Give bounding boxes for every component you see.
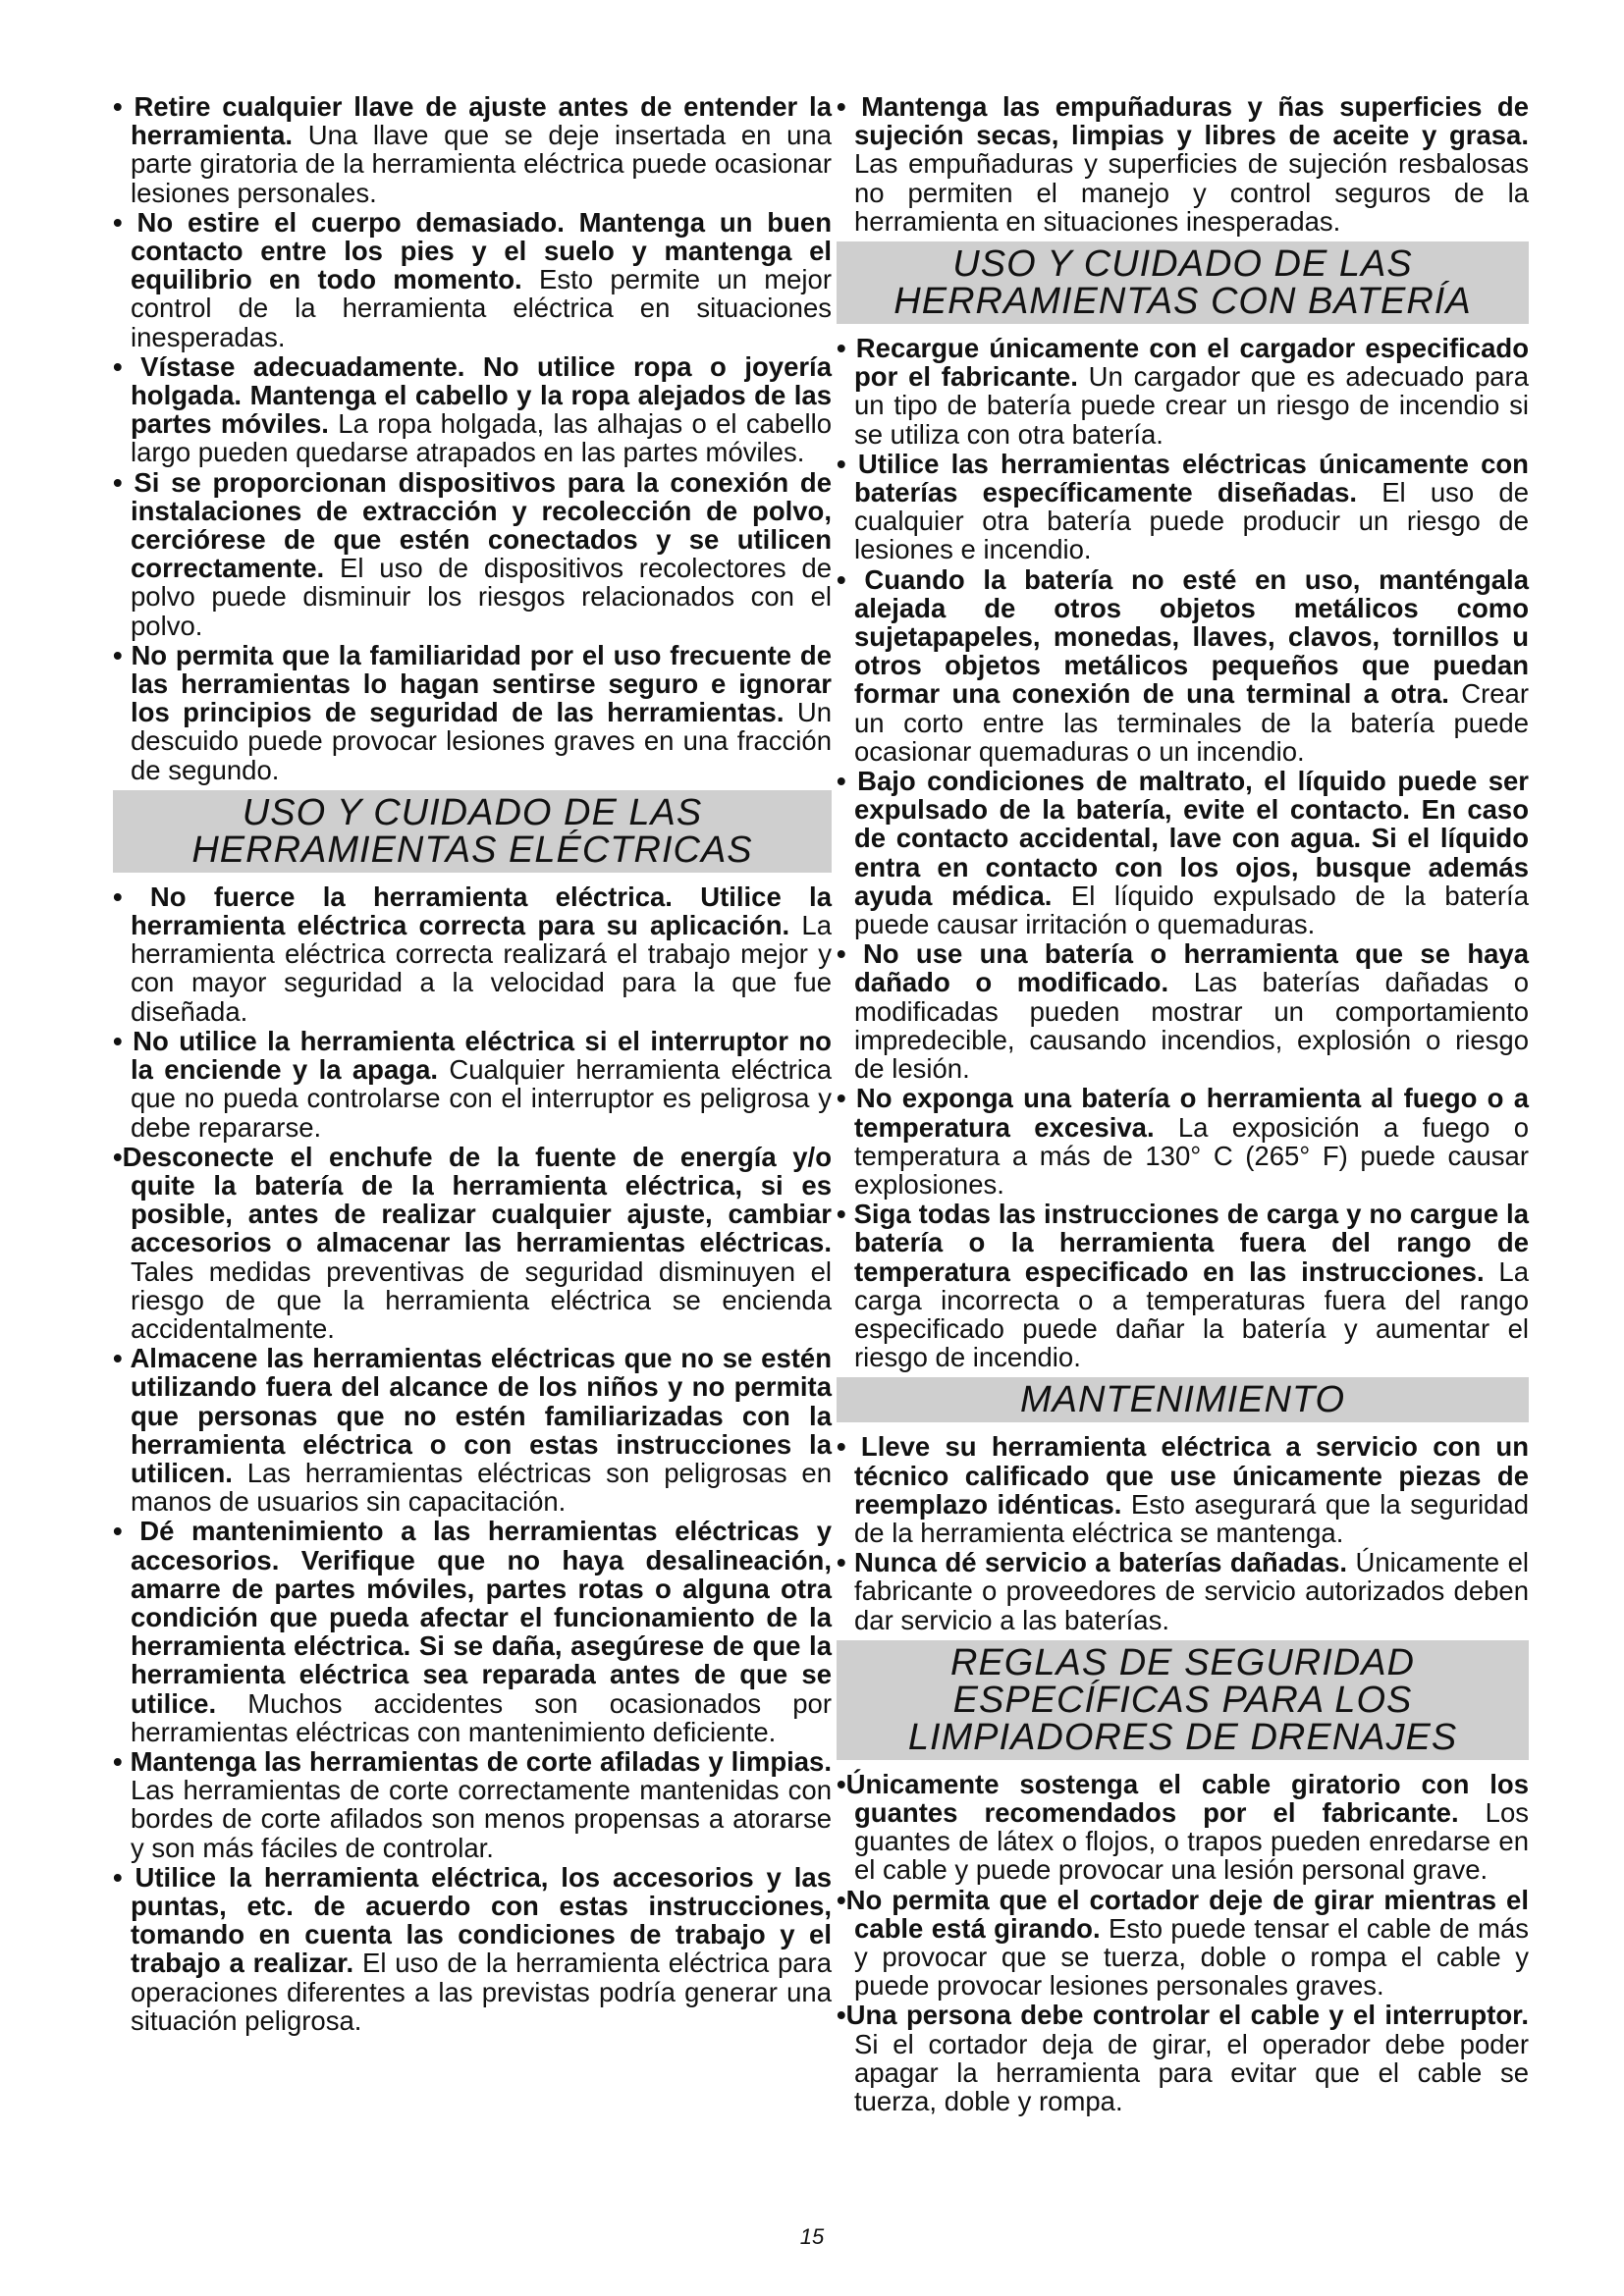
safety-item [113,352,832,467]
safety-item-body: Crear un corto entre las terminales de la batería puede ocasionar quemaduras o un incendio. [854,678,1530,767]
safety-item-body: Un cargador que es adecuado para un tipo de batería puede crear un riesgo de incendio si se utiliza con otra batería. [854,361,1529,450]
safety-item-lead: • Utilice la herramienta eléctrica, los accesorios y las puntas, etc. de acuerdo con estas instrucciones, tomando en cuenta las condiciones de trabajo y el trabajo a realizar. [113,1861,832,1979]
safety-item [837,939,1529,1083]
general-safety-items [113,92,832,784]
safety-item [837,565,1529,766]
safety-item-body: Cualquier herramienta eléctrica que no pueda controlarse con el interruptor es peligrosa y debe repararse. [131,1054,832,1143]
safety-item-body: El líquido expulsado de la batería puede causar irritación o quemaduras. [854,880,1529,940]
safety-item-body: Tales medidas preventivas de seguridad disminuyen el riesgo de que la herramienta eléctrica se encienda accidentalmente. [131,1255,832,1344]
safety-item [837,1548,1529,1634]
safety-item [113,1027,832,1142]
right-column [837,92,1529,2116]
safety-item-lead: • Almacene las herramientas eléctricas que no se estén utilizando fuera del alcance de los niños y no permita que personas que no estén familiarizadas con la herramienta eléctrica o con estas instrucciones la utilicen. [113,1343,832,1488]
safety-item-lead: • Dé mantenimiento a las herramientas eléctricas y accesorios. Verifique que no haya desalineación, amarre de partes móviles, partes rotas o alguna otra condición que pueda afectar el funcionamiento de la herramienta eléctrica. Si se daña, asegúrese de que la herramienta eléctrica sea reparada antes de que se utilice. [113,1516,832,1719]
safety-item [113,92,832,207]
safety-item-body: Las herramientas de corte correctamente mantenidas con bordes de corte afilados son menos propensas a atorarse y son más fáciles de controlar. [131,1775,832,1863]
safety-item [113,208,832,351]
safety-item-body: Una llave que se deje insertada en una parte giratoria de la herramienta eléctrica puede ocasionar lesiones personales. [131,120,832,208]
page-number: 15 [799,2224,825,2249]
heading-line: ESPECÍFICAS PARA LOS [952,1679,1413,1721]
safety-item [113,1747,832,1862]
safety-item-lead: • Si se proporcionan dispositivos para la conexión de instalaciones de extracción y recolección de polvo, cerciórese de que estén conectados y se utilicen correctamente. [113,466,832,584]
section-heading-battery [837,241,1529,324]
safety-item [113,1517,832,1746]
safety-item [113,468,832,640]
safety-item-lead: • Bajo condiciones de maltrato, el líquido puede ser expulsado de la batería, evite el contacto. En caso de contacto accidental, lave con agua. Si el líquido entra en contacto con los ojos, busque además ayuda médica. [837,766,1529,911]
safety-item-lead: •No permita que el cortador deje de girar mientras el cable está girando. [837,1884,1529,1944]
section-heading-maintenance [837,1377,1529,1422]
safety-item-lead: • Lleve su herramienta eléctrica a servicio con un técnico calificado que use únicamente piezas de reemplazo idénticas. [837,1431,1529,1520]
safety-item-body: Un descuido puede provocar lesiones graves en una fracción de segundo. [131,697,832,785]
grip-items [837,92,1529,236]
safety-item-lead: • Cuando la batería no esté en uso, manténgala alejada de otros objetos metálicos como sujetapapeles, monedas, llaves, clavos, tornillos u otros objetos metálicos pequeños que puedan formar una conexión de una terminal a otra. [837,563,1529,710]
safety-item-lead: •Únicamente sostenga el cable giratorio con los guantes recomendados por el fabricante. [837,1768,1529,1828]
safety-item [837,92,1529,236]
heading-line: REGLAS DE SEGURIDAD [950,1641,1415,1683]
heading-line: MANTENIMIENTO [1019,1379,1346,1421]
safety-item-body: Las empuñaduras y superficies de sujeción resbalosas no permiten el manejo y control seguros de la herramienta en situaciones inesperadas. [854,148,1529,237]
safety-item-lead: • Recargue únicamente con el cargador especificado por el fabricante. [837,333,1529,393]
drain-cleaner-items [837,1770,1529,2115]
safety-item-lead: • Utilice las herramientas eléctricas únicamente con baterías específicamente diseñadas. [837,448,1529,508]
safety-item-lead: • Mantenga las herramientas de corte afiladas y limpias. [113,1745,832,1777]
maintenance-items [837,1432,1529,1633]
safety-item-lead: • Mantenga las empuñaduras y ñas superficies de sujeción secas, limpias y libres de aceite y grasa. [837,91,1529,151]
safety-item-body: Esto puede tensar el cable de más y provocar que se tuerza, doble o rompa el cable y puede provocar lesiones personales graves. [854,1912,1529,2002]
safety-item-lead: • No fuerce la herramienta eléctrica. Utilice la herramienta eléctrica correcta para su aplicación. [113,881,832,941]
section-heading-drain-cleaner [837,1640,1529,1760]
safety-item-lead: • Siga todas las instrucciones de carga y no cargue la batería o la herramienta fuera del rango de temperatura especificado en las instrucciones. [837,1199,1529,1287]
safety-item [113,882,832,1026]
safety-item [837,1770,1529,1885]
safety-item [837,2001,1529,2115]
safety-item-lead: • No permita que la familiaridad por el uso frecuente de las herramientas lo hagan sentirse seguro e ignorar los principios de seguridad de las herramientas. [113,639,832,728]
safety-item-body: Muchos accidentes son ocasionados por herramientas eléctricas con mantenimiento deficiente. [131,1687,832,1747]
safety-item [837,1432,1529,1547]
safety-item-body: La ropa holgada, las alhajas o el cabello largo pueden quedarse atrapados en las partes móviles. [131,408,833,468]
safety-item-lead: • Retire cualquier llave de ajuste antes de entender la herramienta. [113,91,832,151]
heading-line: LIMPIADORES DE DRENAJES [907,1716,1458,1758]
safety-item-lead: • No utilice la herramienta eléctrica si el interruptor no la enciende y la apaga. [113,1025,832,1086]
safety-item-body: El uso de la herramienta eléctrica para operaciones diferentes a las previstas podría generar una situación peligrosa. [131,1948,833,2036]
safety-item [837,1200,1529,1371]
safety-item-body: La herramienta eléctrica correcta realizará el trabajo mejor y con mayor seguridad a la velocidad para la que fue diseñada. [131,910,832,1027]
safety-item [837,450,1529,564]
safety-item [113,641,832,784]
section-heading-power-tools [113,790,832,873]
safety-item-body: Esto asegurará que la seguridad de la herramienta eléctrica se mantenga. [854,1488,1529,1548]
safety-item-body: El uso de dispositivos recolectores de polvo puede disminuir los riesgos relacionados con el polvo. [131,553,832,641]
battery-items [837,334,1529,1371]
safety-item-body: Las herramientas eléctricas son peligrosas en manos de usuarios sin capacitación. [131,1457,832,1518]
safety-item [837,334,1529,449]
safety-item-body: La exposición a fuego o temperatura a más de 130° C (265° F) puede causar explosiones. [854,1111,1529,1200]
heading-line: HERRAMIENTAS ELÉCTRICAS [191,828,753,871]
safety-item-body: La carga incorrecta o a temperaturas fuera del rango especificado puede dañar la batería y aumentar el riesgo de incendio. [854,1255,1530,1373]
safety-item-body: Únicamente el fabricante o proveedores de servicio autorizados deben dar servicio a las baterías. [854,1547,1529,1635]
safety-item-lead: •Una persona debe controlar el cable y el interruptor. [837,2000,1529,2031]
heading-line: USO Y CUIDADO DE LAS [952,243,1413,286]
safety-item-body: Si el cortador deja de girar, el operador debe poder apagar la herramienta para evitar que el cable se tuerza, doble y rompa. [854,2028,1529,2116]
safety-item-lead: • Nunca dé servicio a baterías dañadas. [837,1547,1348,1578]
safety-item [113,1143,832,1343]
safety-item-body: Las baterías dañadas o modificadas pueden mostrar un comportamiento impredecible, causando incendios, explosión o riesgo de lesión. [854,967,1530,1085]
safety-item [113,1344,832,1516]
safety-item-lead: • No use una batería o herramienta que se haya dañado o modificado. [837,938,1529,998]
heading-line: USO Y CUIDADO DE LAS [242,791,703,833]
safety-item-body: El uso de cualquier otra batería puede producir un riesgo de lesiones e incendio. [854,477,1529,565]
power-tool-items [113,882,832,2035]
safety-item-lead: • Vístase adecuadamente. No utilice ropa o joyería holgada. Mantenga el cabello y la ropa alejados de las partes móviles. [113,350,832,440]
safety-item-body: Los guantes de látex o flojos, o trapos pueden enredarse en el cable y puede provocar una lesión personal grave. [854,1796,1529,1886]
left-column [113,92,832,2036]
safety-item [837,1886,1529,2001]
heading-line: HERRAMIENTAS CON BATERÍA [893,281,1472,323]
safety-item-lead: • No estire el cuerpo demasiado. Mantenga un buen contacto entre los pies y el suelo y mantenga el equilibrio en todo momento. [113,206,832,295]
safety-item-body: Esto permite un mejor control de la herramienta eléctrica en situaciones inesperadas. [131,264,832,352]
safety-item-lead: •Desconecte el enchufe de la fuente de energía y/o quite la batería de la herramienta eléctrica, si es posible, antes de realizar cualquier ajuste, cambiar accesorios o almacenar las herramientas eléctricas. [113,1141,832,1258]
safety-item [837,767,1529,938]
safety-item [113,1863,832,2035]
safety-item-lead: • No exponga una batería o herramienta al fuego o a temperatura excesiva. [837,1083,1529,1143]
safety-item [837,1084,1529,1199]
